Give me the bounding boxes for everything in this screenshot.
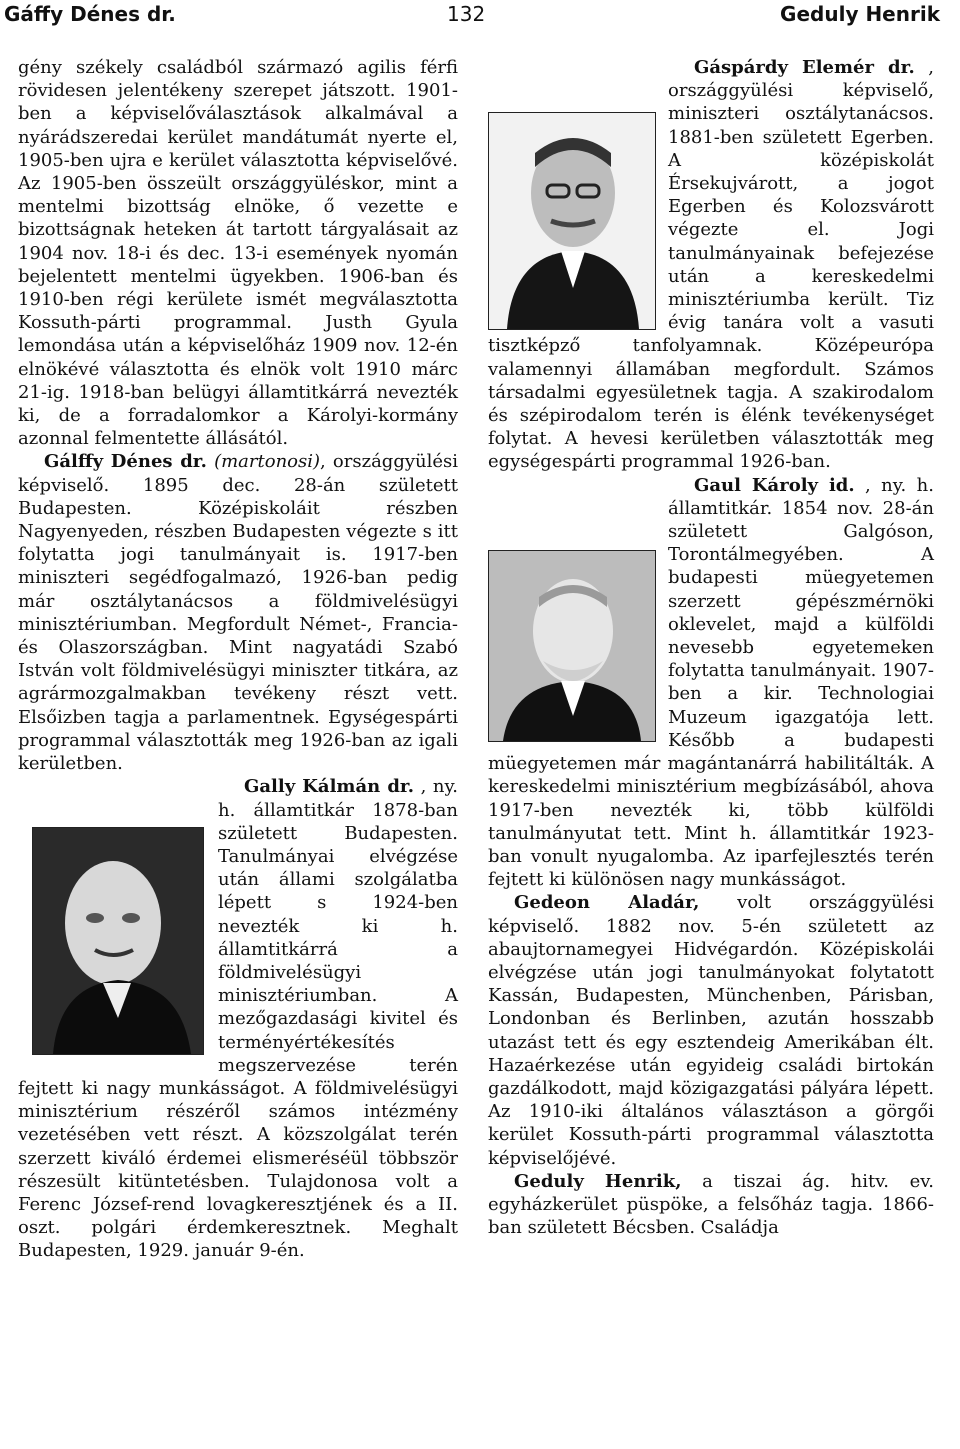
portrait-gally [32, 827, 204, 1055]
entry-name: Geduly Henrik, [514, 1170, 682, 1192]
entry-galffy [18, 450, 458, 775]
running-head-right: Geduly Henrik [780, 2, 940, 26]
entry-gally [18, 775, 458, 1262]
entry-text: volt országgyülési képviselő. 1882 nov. 5-én született az abaujtornamegyei Hidvégardón. Középiskolái elvégzése után jogi tanulmányokat folytatott Kassán, Budapesten, Münchenben, Párisban, Londonban és Berlinben, azután hosszabb utazást tett és egy esztendeig Amerikában élt. Hazaérkezése után egyideig családi birtokán gazdálkodott, majd közigazgatási pályára lépett. Az 1910-iki általános választáson a görgői kerület Kossuth-párti programmal választotta képviselőjévé. [488, 892, 934, 1169]
entry-name: Gaul Károly id. [694, 474, 855, 496]
entry-name: Gáspárdy Elemér dr. [694, 57, 915, 78]
entry-name: Gally Kálmán dr. [244, 776, 415, 798]
entry-text: , ny. h. államtitkár. 1854 nov. 28-án született Galgóson, Torontálmegyében. A budapesti müegyetemen szerzett gépészmérnöki oklevelet, majd a külföldi nevesebb egyetemeken folytatta tanulmányait. 1907-ben a kir. Technologiai Muzeum igazgatója lett. Később a budapesti müegyetemen már magántanárrá habilitálták. A kereskedelmi minisztérium megbízásából, ahova 1917-ben nevezték ki, több külföldi tanulmányutat tett. Mint h. államtitkár 1923-ban vonult nyugalomba. Az iparfejlesztés terén fejtett ki különösen nagy munkásságot. [488, 474, 934, 891]
entry-nickname: (martonosi) [214, 451, 321, 473]
entry-geduly [488, 1170, 934, 1240]
entry-text: , ny. h. államtitkár 1878-ban született Budapesten. Tanulmányai elvégzése után állami szolgálatba lépett s 1924-ben nevezték ki h. államtitkárrá a földmivelésügyi minisztériumban. A mezőgazdasági kivitel és terményértékesítés megszervezése terén fejtett ki nagy munkásságot. A földmivelésügyi minisztérium részéről számos intézmény vezetésében vett részt. A közszolgálat terén szerzett kiváló érdemei elismeréséül többször részesült kitüntetésben. Tulajdonosa volt a Ferenc József-rend lovagkeresztjének és a II. oszt. polgári érdemkeresztnek. Meghalt Budapesten, 1929. január 9-én. [18, 776, 458, 1262]
right-column [488, 56, 934, 1239]
portrait-photo [489, 113, 655, 329]
entry-text: , országgyülési képviselő, miniszteri osztálytanácsos. 1881-ben született Egerben. A középiskolát Érsekujvárott, a jogot Egerben és Kolozsvárott végezte el. Jogi tanulmányainak befejezése után a kereskedelmi minisztériumba került. Tiz évig tanára volt a vasuti tisztképző tanfolyamnak. Középeurópa valamennyi államában megfordult. Számos társadalmi egyesületnek tagja. A szakirodalom és szépirodalom terén is élénk tevékenységet folytat. A hevesi kerületben választották meg egységespárti programmal 1926-ban. [488, 57, 934, 473]
portrait-gaspardy [488, 112, 656, 330]
entry-name: Gálffy Dénes dr. [44, 451, 207, 473]
portrait-photo [33, 828, 203, 1054]
entry-gaspardy [488, 56, 934, 474]
entry-gedeon [488, 891, 934, 1169]
portrait-photo [489, 551, 655, 741]
entry-continuation: gény székely családból származó agilis férfi rövidesen jelentékeny szerepet játszott. 1901-ben a képviselőválasztások alkalmával a nyárádszeredai kerület mandátumát nyerte el, 1905-ben ujra e kerület választotta képviselővé. Az 1905-ben összeült országgyüléskor, mint a mentelmi bizottság elnöke, ő vezette e bizottságnak heteken át tartott tárgyalásait az 1904 nov. 18-i és dec. 13-i események nyomán bejelentett mentelmi ügyekben. 1906-ban és 1910-ben régi kerülete ismét megválasztotta Kossuth-párti programmal. Justh Gyula lemondása után a képviselőház 1909 nov. 12-én elnökévé választotta és elnök volt 1910 márc 21-ig. 1918-ban belügyi államtitkárrá nevezték ki, de a forradalomkor a Károlyi-kormány azonnal felmentette állásától. [18, 57, 458, 450]
entry-name: Gedeon Aladár, [514, 892, 700, 914]
portrait-gaul [488, 550, 656, 742]
entry-gaul [488, 474, 934, 892]
entry-text: a tiszai ág. hitv. ev. egyházkerület püspöke, a felsőház tagja. 1866-ban született Bécsben. Családja [488, 1170, 934, 1239]
entry-text: , országgyülési képviselő. 1895 dec. 28-án született Budapesten. Középiskoláit részben Nagyenyeden, részben Budapesten végezte s itt folytatta jogi tanulmányait is. 1917-ben miniszteri segédfogalmazó, 1926-ban pedig már osztálytanácsos a földmivelésügyi minisztériumban. Megfordult Német-, Francia- és Olaszországban. Mint nagyatádi Szabó István volt földmivelésügyi miniszter titkára, az agrármozgalmakban tevékeny részt vett. Elsőizben tagja a parlamentnek. Egységespárti programmal választották meg 1926-ban az igali kerületben. [18, 451, 459, 775]
left-column [18, 56, 458, 1263]
page-number: 132 [447, 2, 486, 26]
running-head-left: Gáffy Dénes dr. [4, 2, 176, 26]
running-head [0, 0, 960, 30]
